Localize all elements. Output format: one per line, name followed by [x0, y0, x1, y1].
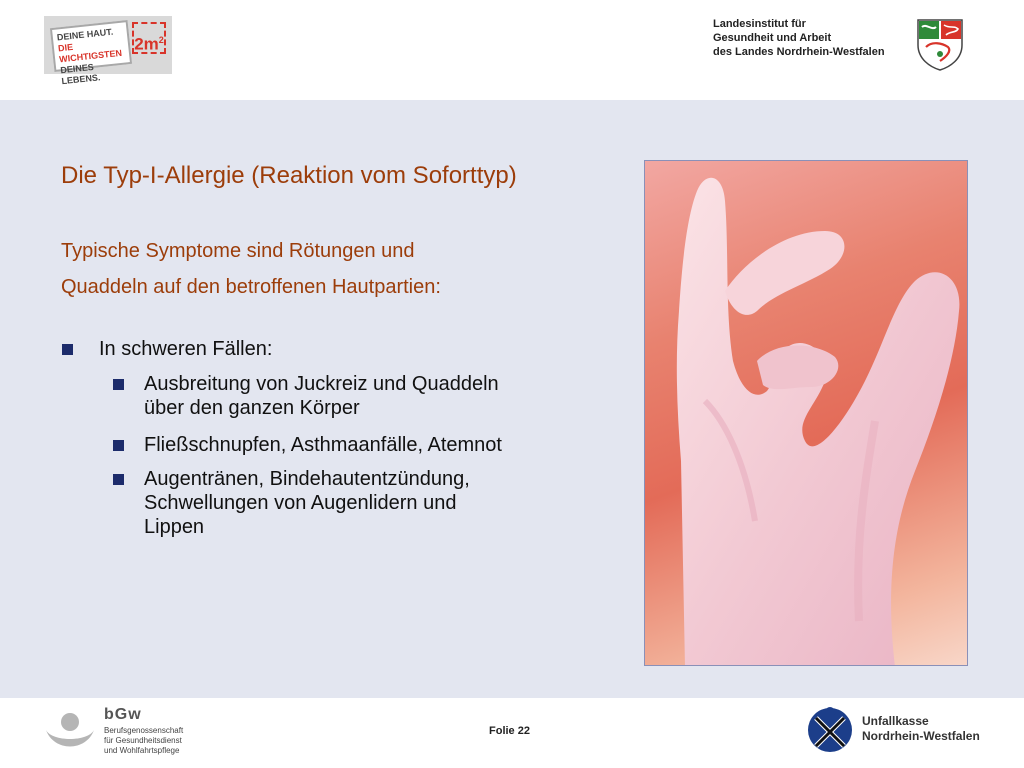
- bgw-line-3: und Wohlfahrtspflege: [104, 746, 180, 755]
- intro-line-1: Typische Symptome sind Rötungen und: [61, 240, 415, 262]
- bgw-subtitle: [104, 726, 183, 756]
- campaign-line-3: DEINES LEBENS.: [59, 61, 101, 87]
- institute-name: [713, 17, 903, 59]
- bullet-level2-text: [144, 433, 614, 457]
- campaign-line-1: DEINE HAUT.: [56, 26, 114, 43]
- bgw-name: bGw: [104, 706, 142, 723]
- bgw-line-2: für Gesundheitsdienst: [104, 736, 182, 745]
- slide-content: [0, 100, 1024, 698]
- nrw-coat-of-arms-icon: [914, 17, 966, 71]
- unfallkasse-name: [862, 714, 980, 744]
- campaign-tag: [50, 20, 132, 87]
- square-bullet-icon: [62, 344, 73, 355]
- square-bullet-icon: [113, 440, 124, 451]
- bullet-line: über den ganzen Körper: [144, 397, 360, 419]
- square-bullet-icon: [113, 379, 124, 390]
- unfallkasse-line-2: Nordrhein-Westfalen: [862, 729, 980, 743]
- bullet-line: Ausbreitung von Juckreiz und Quaddeln: [144, 373, 499, 395]
- skin-campaign-logo: [44, 16, 172, 87]
- bullet-line: Schwellungen von Augenlidern und: [144, 492, 457, 514]
- intro-text: [61, 233, 441, 305]
- slide-title: Die Typ-I-Allergie (Reaktion vom Soforttyp): [61, 162, 517, 189]
- bgw-line-1: Berufsgenossenschaft: [104, 726, 184, 735]
- bgw-logo: [44, 706, 204, 760]
- bullet-level2-text: [144, 467, 614, 539]
- badge-sup: 2: [158, 35, 164, 45]
- square-bullet-icon: [113, 474, 124, 485]
- institute-line-1: Landesinstitut für: [713, 18, 806, 30]
- campaign-line-2: DIE WICHTIGSTEN: [57, 41, 123, 65]
- badge-text: 2m: [134, 34, 159, 54]
- slide-header: [0, 0, 1024, 100]
- institute-line-3: des Landes Nordrhein-Westfalen: [713, 46, 885, 58]
- institute-line-2: Gesundheit und Arbeit: [713, 32, 832, 44]
- campaign-badge: [132, 22, 166, 54]
- bullet-line: Fließschnupfen, Asthmaanfälle, Atemnot: [144, 434, 502, 456]
- bullet-line: Augentränen, Bindehautentzündung,: [144, 468, 470, 490]
- bullet-line: Lippen: [144, 516, 205, 538]
- gloved-hand-photo: [644, 160, 968, 666]
- unfallkasse-logo: [806, 704, 980, 756]
- intro-line-2: Quaddeln auf den betroffenen Hautpartien:: [61, 276, 441, 298]
- bgw-person-icon: [44, 712, 96, 756]
- bullet-level2-text: [144, 372, 614, 420]
- slide-number: Folie 22: [489, 725, 530, 737]
- gloved-hand-illustration: [645, 161, 968, 666]
- unfallkasse-x-icon: [806, 704, 854, 754]
- unfallkasse-line-1: Unfallkasse: [862, 714, 929, 728]
- slide-footer: [0, 698, 1024, 768]
- bullet-level1-text: In schweren Fällen:: [99, 338, 273, 360]
